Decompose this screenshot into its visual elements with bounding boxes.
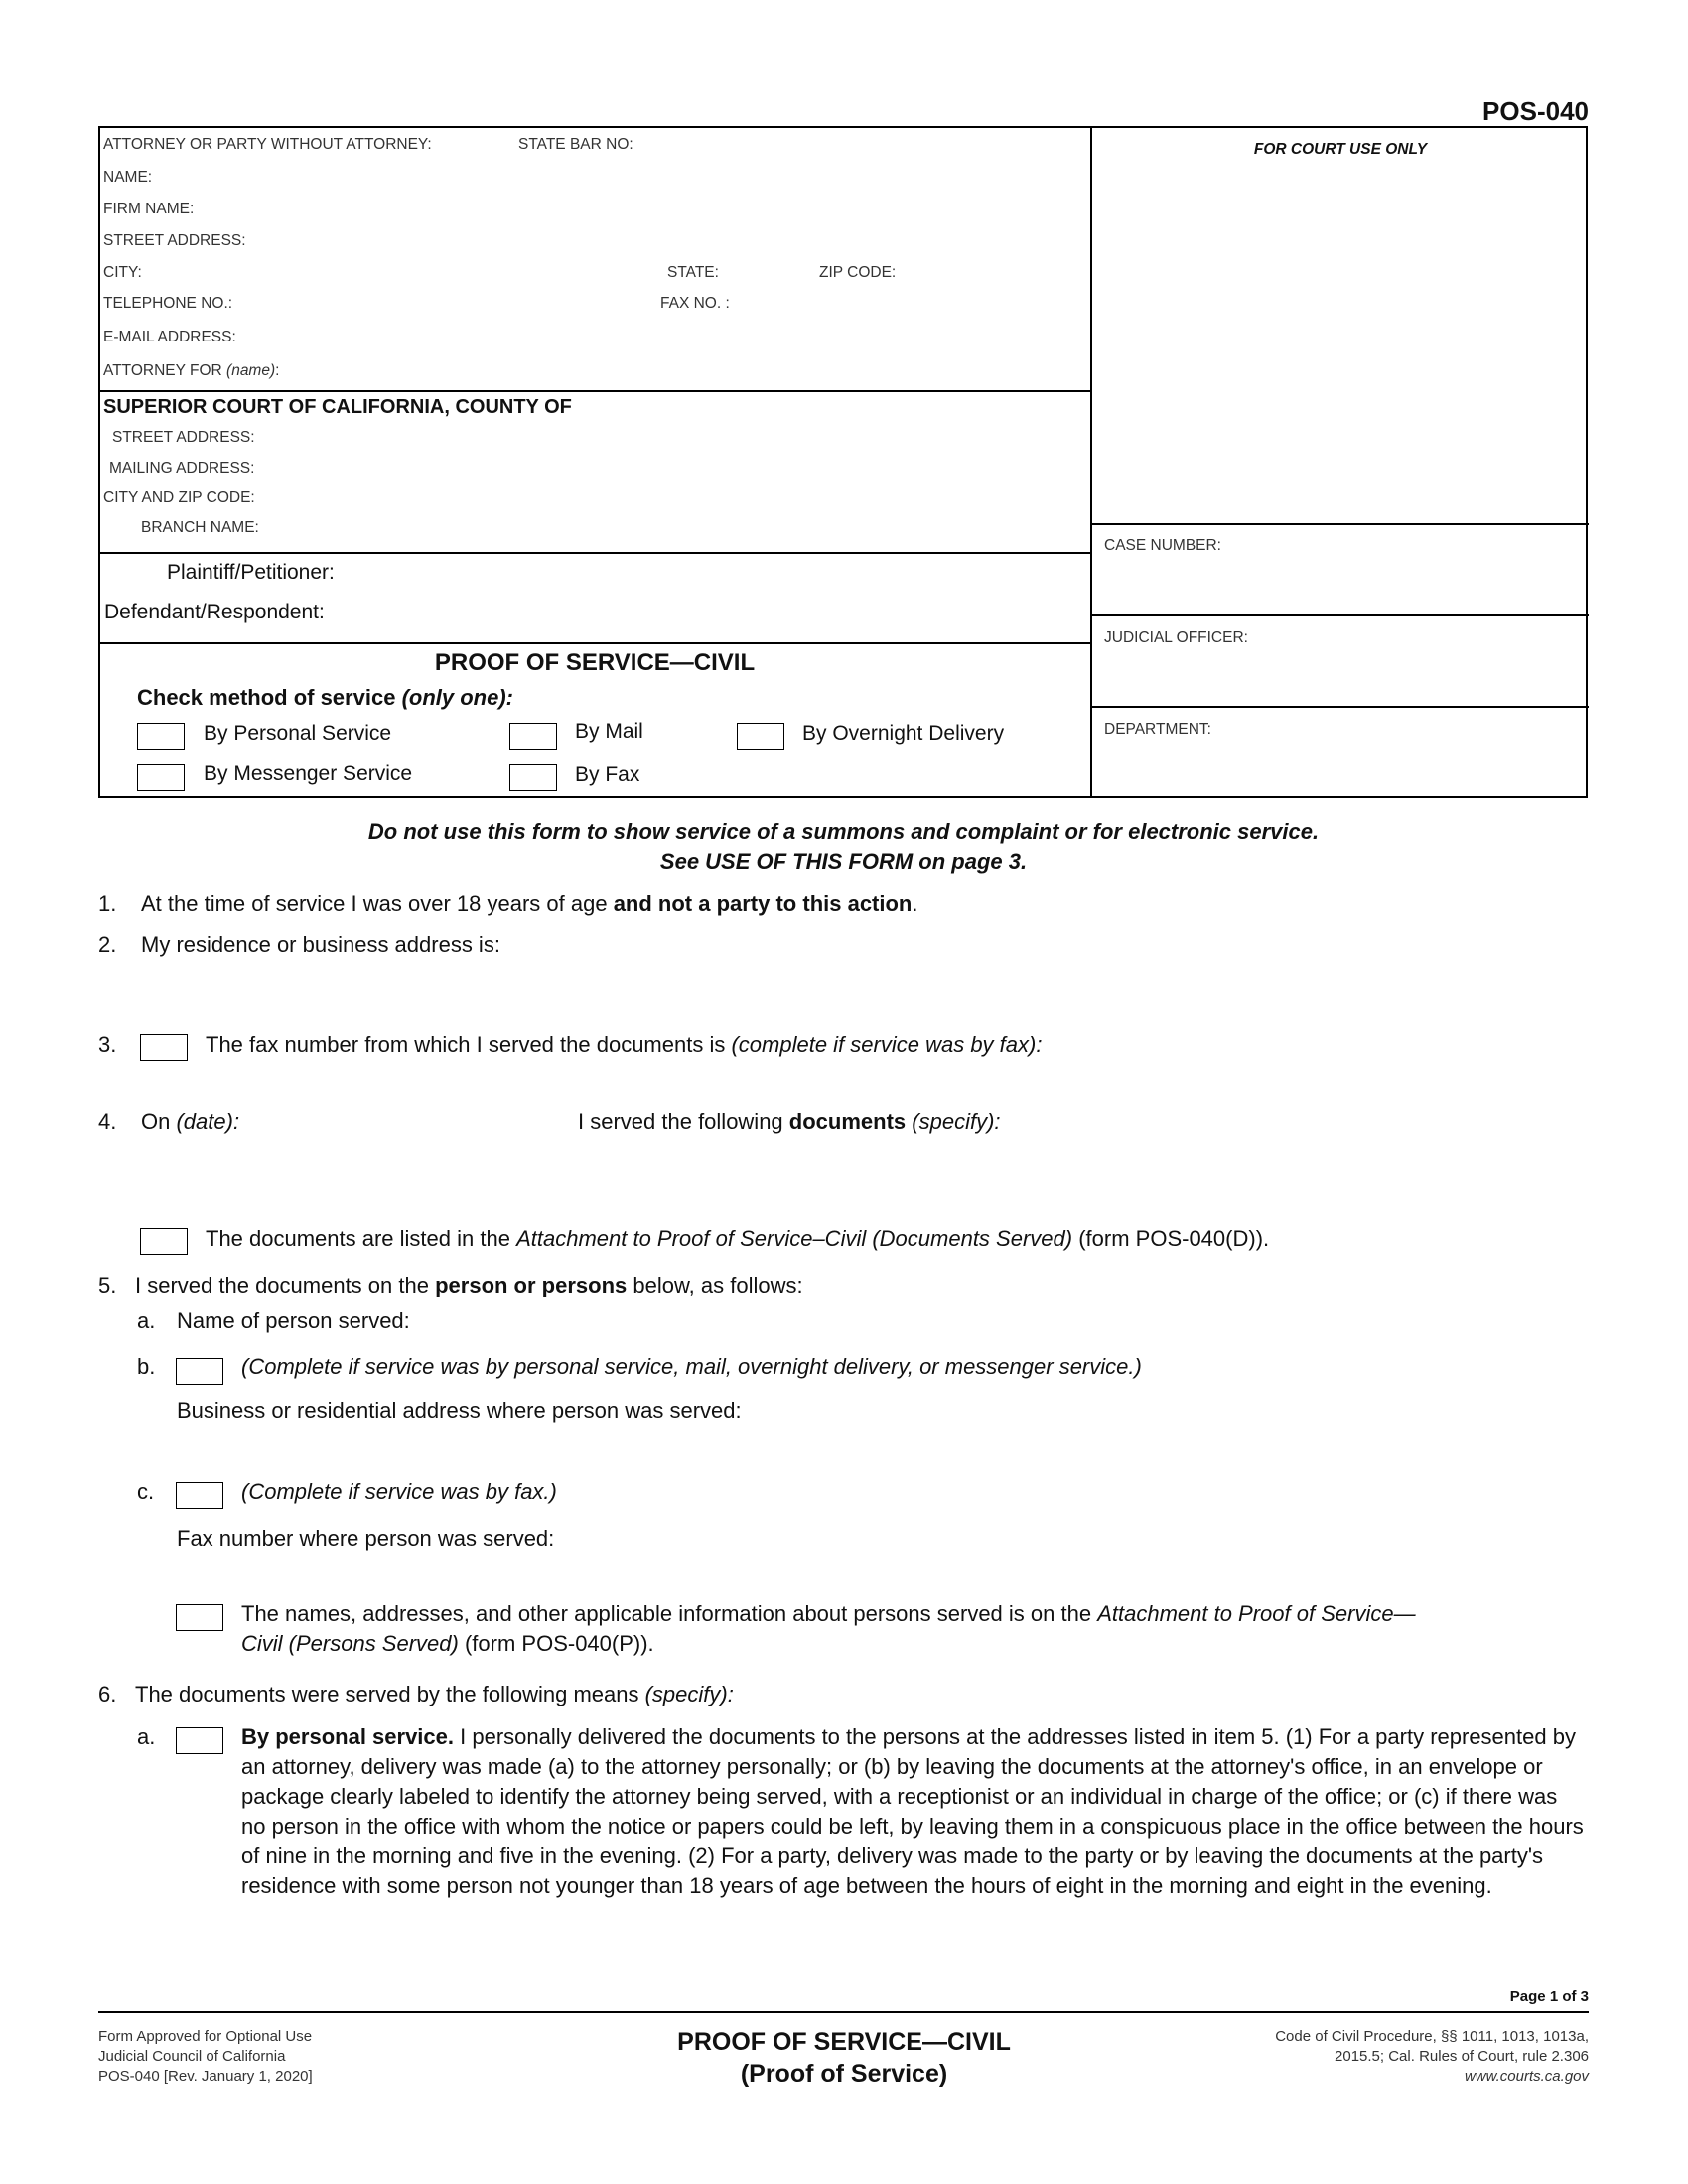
state-bar-label: STATE BAR NO: xyxy=(518,136,633,153)
item-4-documents-label: I served the following documents (specify): xyxy=(578,1109,1001,1134)
fax-method-label: By Fax xyxy=(575,763,640,786)
footer-title: PROOF OF SERVICE—CIVIL (Proof of Service) xyxy=(677,2028,1011,2088)
item-4-date-label: On (date): xyxy=(141,1109,240,1134)
fax-checkbox[interactable] xyxy=(509,764,557,791)
attorney-label: ATTORNEY OR PARTY WITHOUT ATTORNEY: xyxy=(103,136,432,153)
item-3-text: The fax number from which I served the documents is (complete if service was by fax): xyxy=(206,1032,1043,1057)
item-5-number: 5. xyxy=(98,1273,117,1297)
item-1-text: At the time of service I was over 18 years of age and not a party to this action. xyxy=(141,891,918,916)
page-number: Page 1 of 3 xyxy=(1509,1988,1589,2005)
item-5-text: I served the documents on the person or persons below, as follows: xyxy=(135,1273,803,1297)
form-number: POS-040 xyxy=(1482,96,1589,126)
item-2-text: My residence or business address is: xyxy=(141,932,500,957)
item-5a-text: Name of person served: xyxy=(177,1308,410,1333)
item-6a-checkbox[interactable] xyxy=(176,1727,223,1754)
case-number-label: CASE NUMBER: xyxy=(1104,537,1221,554)
item-5a-letter: a. xyxy=(137,1308,156,1333)
mail-checkbox[interactable] xyxy=(509,723,557,750)
telephone-label: TELEPHONE NO.: xyxy=(103,295,233,312)
item-5b-letter: b. xyxy=(137,1354,156,1379)
item-1-number: 1. xyxy=(98,891,117,916)
court-use-label: FOR COURT USE ONLY xyxy=(1253,141,1428,158)
item-5b-address-label: Business or residential address where person was served: xyxy=(177,1398,742,1423)
item-5c-fax-label: Fax number where person was served: xyxy=(177,1526,555,1551)
plaintiff-label: Plaintiff/Petitioner: xyxy=(167,561,335,584)
notice-line-2: See USE OF THIS FORM on page 3. xyxy=(659,849,1028,874)
city-label: CITY: xyxy=(103,264,142,281)
defendant-label: Defendant/Respondent: xyxy=(104,601,325,623)
state-label: STATE: xyxy=(667,264,719,281)
footer-left: Form Approved for Optional Use Judicial Council of California POS-040 [Rev. January 1, 2020] xyxy=(98,2028,313,2085)
courts-website-link[interactable]: www.courts.ca.gov xyxy=(1464,2068,1589,2085)
footer-right: Code of Civil Procedure, §§ 1011, 1013, 1013a, 2015.5; Cal. Rules of Court, rule 2.306 www.courts.ca.gov xyxy=(1092,2027,1589,2087)
divider-judicial xyxy=(1090,614,1589,616)
item-5c-letter: c. xyxy=(137,1479,155,1504)
item-6a-text: By personal service. I personally delivered the documents to the persons at the addresses listed in item 5. (1) For a party represented by an attorney, delivery was made (a) to the attorney personally; or (b) by leaving the documents at the attorney's office, in an envelope or package clearly labeled to identify the attorney being served, with a receptionist or an individual in charge of the office; or (c) if there was no person in the office with whom the notice or papers could be left, by leaving them in a conspicuous place in the office between the hours of nine in the morning and five in the evening. (2) For a party, delivery was made to the party or by leaving the documents at the party's residence with some person not younger than 18 years of age between the hours of eight in the morning and eight in the evening. xyxy=(241,1724,1584,1898)
item-5b-checkbox[interactable] xyxy=(176,1358,223,1385)
court-branch-label: BRANCH NAME: xyxy=(141,519,259,536)
zip-code-label: ZIP CODE: xyxy=(819,264,897,281)
attorney-for-label: ATTORNEY FOR (name): xyxy=(103,362,280,379)
court-city-zip-label: CITY AND ZIP CODE: xyxy=(103,489,255,506)
item-6-number: 6. xyxy=(98,1682,117,1706)
mail-label: By Mail xyxy=(575,720,643,743)
messenger-service-checkbox[interactable] xyxy=(137,764,185,791)
notice-line-1: Do not use this form to show service of a summons and complaint or for electronic service. xyxy=(367,819,1320,844)
item-5c-text: (Complete if service was by fax.) xyxy=(241,1479,557,1504)
item-5c-checkbox[interactable] xyxy=(176,1482,223,1509)
judicial-officer-label: JUDICIAL OFFICER: xyxy=(1104,629,1248,646)
name-label: NAME: xyxy=(103,169,153,186)
item-3-number: 3. xyxy=(98,1032,117,1057)
item-3-checkbox[interactable] xyxy=(140,1034,188,1061)
overnight-delivery-label: By Overnight Delivery xyxy=(802,722,1005,745)
overnight-delivery-checkbox[interactable] xyxy=(737,723,784,750)
divider-parties xyxy=(98,642,1092,644)
firm-name-label: FIRM NAME: xyxy=(103,201,195,217)
court-mailing-label: MAILING ADDRESS: xyxy=(109,460,255,477)
personal-service-label: By Personal Service xyxy=(204,722,392,745)
item-4-attachment-checkbox[interactable] xyxy=(140,1228,188,1255)
fax-label: FAX NO. : xyxy=(660,295,730,312)
divider-court xyxy=(98,552,1092,554)
item-6a-letter: a. xyxy=(137,1724,156,1749)
item-4-attachment-text: The documents are listed in the Attachment to Proof of Service–Civil (Documents Served) (form POS-040(D)). xyxy=(206,1226,1270,1251)
item-4-number: 4. xyxy=(98,1109,117,1134)
divider-attorney xyxy=(98,390,1092,392)
item-2-number: 2. xyxy=(98,932,117,957)
email-label: E-MAIL ADDRESS: xyxy=(103,329,236,345)
court-title: SUPERIOR COURT OF CALIFORNIA, COUNTY OF xyxy=(103,396,572,418)
street-address-label: STREET ADDRESS: xyxy=(103,232,246,249)
divider-department xyxy=(1090,706,1589,708)
footer-rule xyxy=(98,2011,1589,2013)
item-5b-text: (Complete if service was by personal service, mail, overnight delivery, or messenger service.) xyxy=(241,1354,1142,1379)
check-method-label: Check method of service (only one): xyxy=(137,685,513,710)
messenger-service-label: By Messenger Service xyxy=(204,762,413,785)
item-6-text: The documents were served by the following means (specify): xyxy=(135,1682,734,1706)
divider-case-number xyxy=(1090,523,1589,525)
caption-divider xyxy=(1090,126,1092,798)
personal-service-checkbox[interactable] xyxy=(137,723,185,750)
court-street-label: STREET ADDRESS: xyxy=(112,429,255,446)
item-5-attachment-text: The names, addresses, and other applicable information about persons served is on the Attachment to Proof of Service— Civil (Persons Served) (form POS-040(P)). xyxy=(241,1601,1416,1656)
item-5-attachment-checkbox[interactable] xyxy=(176,1604,223,1631)
department-label: DEPARTMENT: xyxy=(1104,721,1211,738)
service-title: PROOF OF SERVICE—CIVIL xyxy=(434,649,756,676)
